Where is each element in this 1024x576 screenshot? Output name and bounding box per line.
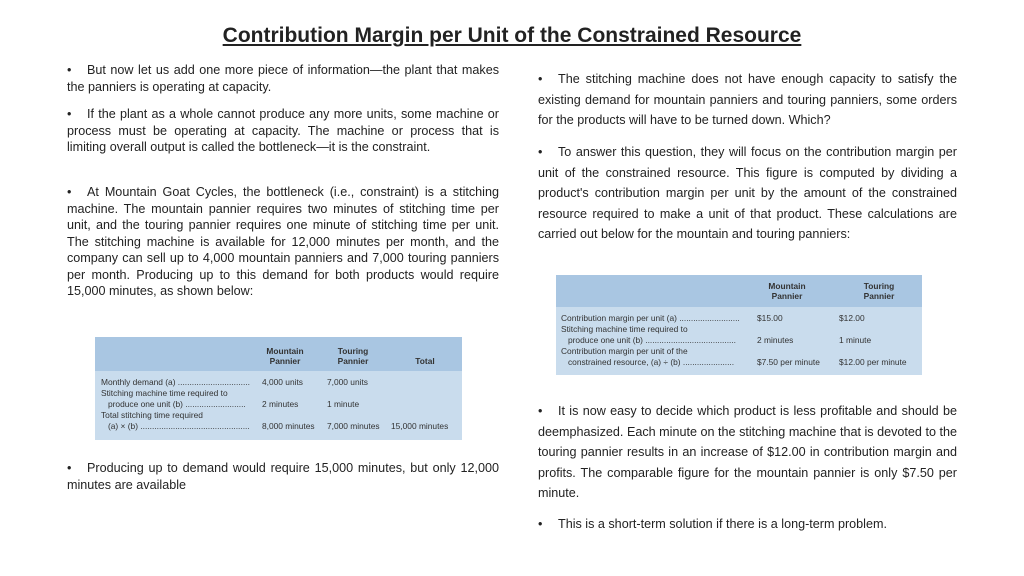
left-bullet-3: • At Mountain Goat Cycles, the bottleneck (i.e., constraint) is a stitching machine. The mountain pannier requires two minutes of stitching time per unit, and the touring pannier requires one minute of stitching time per unit. The stitching machine is available for 12,000 minutes per month, and the company can sell up to 4,000 mountain panniers and 7,000 touring panniers per month. Producing up to this demand for both products would require 15,000 minutes, as shown below: (67, 185, 499, 298)
slide-title: Contribution Margin per Unit of the Constrained Resource (222, 24, 802, 47)
bullet-icon: • (538, 517, 543, 531)
left-bullet-2: • If the plant as a whole cannot produce any more units, some machine or process must be operating at capacity. The machine or process that is limiting overall output is called the bottleneck—it is the constraint. (67, 107, 499, 154)
bullet-icon: • (538, 145, 543, 159)
row-label: Monthly demand (a) ............................... (101, 377, 250, 387)
bullet-icon: • (67, 461, 72, 475)
col-header-touring: Touring Pannier (337, 346, 369, 366)
cell-touring: $12.00 per minute (839, 357, 907, 367)
cell-total: 15,000 minutes (391, 421, 449, 431)
row-label: Stitching machine time required to (101, 388, 228, 398)
left-bullet-1: • But now let us add one more piece of information—the plant that makes the panniers is operating at capacity. (67, 63, 499, 94)
table-header (556, 275, 922, 307)
row-label: produce one unit (b) .......................... (101, 399, 246, 409)
row-label: (a) × (b) ............................................... (101, 421, 250, 431)
contribution-margin-table (556, 275, 922, 375)
table-header (95, 337, 462, 371)
stitching-time-table (95, 337, 462, 440)
col-header-touring: Touring Pannier (863, 281, 895, 301)
cell-touring: $12.00 (839, 313, 865, 323)
cell-touring: 7,000 units (327, 377, 368, 387)
bullet-icon: • (538, 72, 543, 86)
right-bullet-4: • This is a short-term solution if there is a long-term problem. (538, 514, 957, 535)
bullet-icon: • (67, 185, 72, 199)
row-label: Contribution margin per unit of the (561, 346, 688, 356)
cell-mountain: 2 minutes (757, 335, 794, 345)
row-label: Stitching machine time required to (561, 324, 688, 334)
cell-touring: 1 minute (327, 399, 360, 409)
bullet-icon: • (538, 404, 543, 418)
cell-mountain: $7.50 per minute (757, 357, 820, 367)
right-bullet-3: • It is now easy to decide which product is less profitable and should be deemphasized. Each minute on the stitching machine that is devoted to the touring pannier results in an increase of $12.00 in contribution margin and profits. The comparable figure for the mountain pannier is only $7.50 per minute. (538, 401, 957, 504)
right-bullet-1: • The stitching machine does not have enough capacity to satisfy the existing demand for mountain panniers and touring panniers, some orders for the products will have to be turned down. Which? (538, 69, 957, 131)
right-bullet-2: • To answer this question, they will focus on the contribution margin per unit of the constrained resource. This figure is computed by dividing a product's contribution margin per unit by the amount of the constrained resource required to make a unit of that product. These calculations are carried out below for the mountain and touring panniers: (538, 142, 957, 245)
cell-touring: 7,000 minutes (327, 421, 380, 431)
row-label: constrained resource, (a) ÷ (b) ...................... (561, 357, 735, 367)
col-header-mountain: Mountain Pannier (266, 346, 304, 366)
bullet-icon: • (67, 107, 72, 121)
left-bullet-4: • Producing up to demand would require 15,000 minutes, but only 12,000 minutes are available (67, 461, 499, 492)
cell-mountain: 4,000 units (262, 377, 303, 387)
row-label: produce one unit (b) ....................................... (561, 335, 737, 345)
cell-mountain: 8,000 minutes (262, 421, 315, 431)
cell-mountain: $15.00 (757, 313, 783, 323)
col-header-mountain: Mountain Pannier (768, 281, 806, 301)
bullet-icon: • (67, 63, 72, 77)
col-header-total: Total (415, 356, 435, 366)
cell-mountain: 2 minutes (262, 399, 299, 409)
row-label: Total stitching time required (101, 410, 203, 420)
row-label: Contribution margin per unit (a) .......................... (561, 313, 740, 323)
cell-touring: 1 minute (839, 335, 872, 345)
